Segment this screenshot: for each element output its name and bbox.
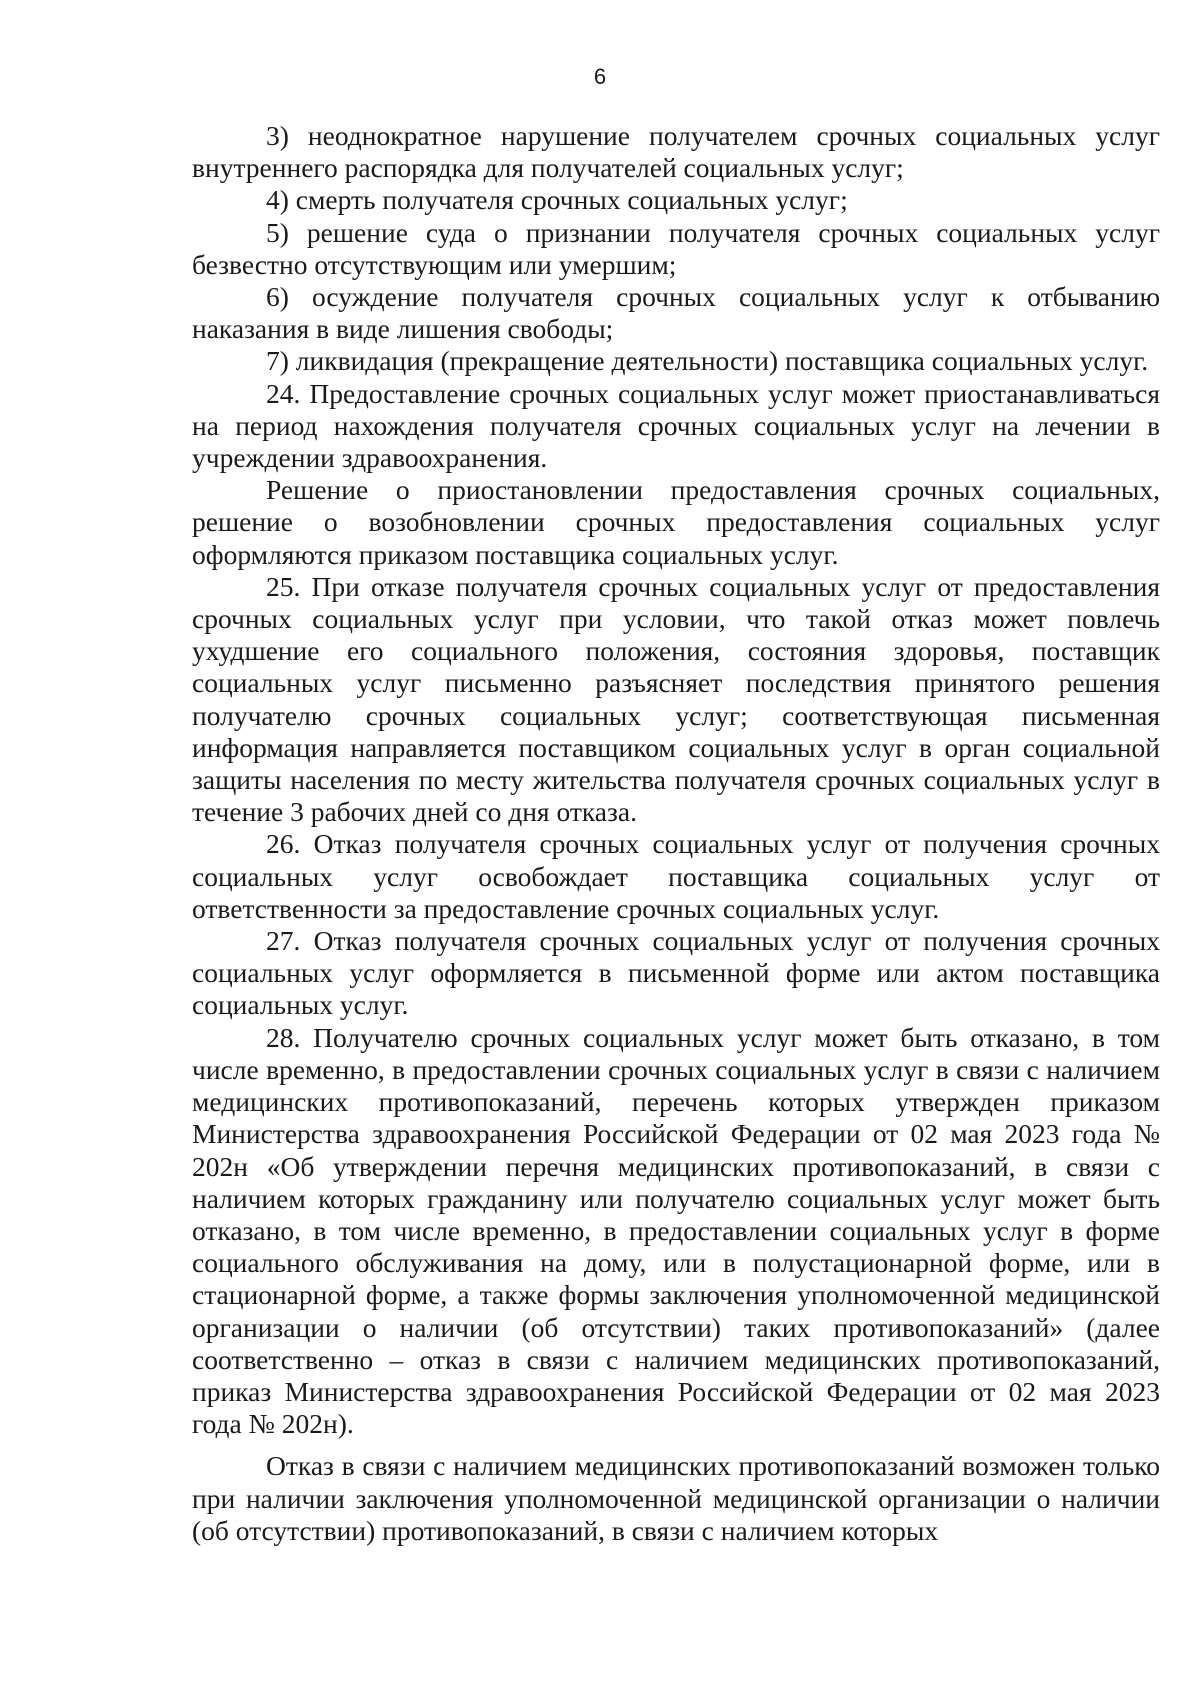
paragraph-26: 26. Отказ получателя срочных социальных услуг от получения срочных социальных услуг освобождает поставщика социальных услуг от ответственности за предоставление срочных социальных услуг. xyxy=(192,828,1160,924)
paragraph-25: 25. При отказе получателя срочных социальных услуг от предоставления срочных социальных услуг при условии, что такой отказ может повлечь ухудшение его социального положения, состояния здоровья, поставщик социальных услуг письменно разъясняет последствия принятого решения получателю срочных социальных услуг; соответствующая письменная информация направляется поставщиком социальных услуг в орган социальной защиты населения по месту жительства получателя срочных социальных услуг в течение 3 рабочих дней со дня отказа. xyxy=(192,570,1160,828)
document-body xyxy=(192,120,1160,1547)
paragraph-28-refusal: Отказ в связи с наличием медицинских противопоказаний возможен только при наличии заключения уполномоченной медицинской организации о наличии (об отсутствии) противопоказаний, в связи с наличием которых xyxy=(192,1450,1160,1546)
paragraph-item-7: 7) ликвидация (прекращение деятельности) поставщика социальных услуг. xyxy=(266,345,1149,377)
paragraph-item-4: 4) смерть получателя срочных социальных услуг; xyxy=(266,184,848,216)
page-number: 6 xyxy=(593,64,607,89)
paragraph-24-decision: Решение о приостановлении предоставления срочных социальных, решение о возобновлении срочных предоставления социальных услуг оформляются приказом поставщика социальных услуг. xyxy=(192,474,1160,570)
paragraph-item-5: 5) решение суда о признании получателя срочных социальных услуг безвестно отсутствующим или умершим; xyxy=(192,216,1160,280)
paragraph-item-6: 6) осуждение получателя срочных социальных услуг к отбыванию наказания в виде лишения свободы; xyxy=(192,281,1160,345)
paragraph-28: 28. Получателю срочных социальных услуг может быть отказано, в том числе временно, в предоставлении срочных социальных услуг в связи с наличием медицинских противопоказаний, перечень которых утвержден приказом Министерства здравоохранения Российской Федерации от 02 мая 2023 года № 202н «Об утверждении перечня медицинских противопоказаний, в связи с наличием которых гражданину или получателю социальных услуг может быть отказано, в том числе временно, в предоставлении социальных услуг в форме социального обслуживания на дому, или в полустационарной форме, или в стационарной форме, а также формы заключения уполномоченной медицинской организации о наличии (об отсутствии) таких противопоказаний» (далее соответственно – отказ в связи с наличием медицинских противопоказаний, приказ Министерства здравоохранения Российской Федерации от 02 мая 2023 года № 202н). xyxy=(192,1021,1160,1440)
paragraph-27: 27. Отказ получателя срочных социальных услуг от получения срочных социальных услуг оформляется в письменной форме или актом поставщика социальных услуг. xyxy=(192,925,1160,1021)
paragraph-item-3: 3) неоднократное нарушение получателем срочных социальных услуг внутреннего распорядка для получателей социальных услуг; xyxy=(192,120,1160,184)
paragraph-24: 24. Предоставление срочных социальных услуг может приостанавливаться на период нахождения получателя срочных социальных услуг на лечении в учреждении здравоохранения. xyxy=(192,377,1160,474)
